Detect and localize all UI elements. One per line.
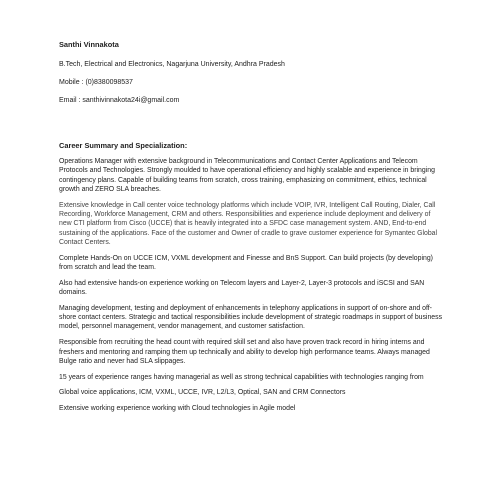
candidate-name: Santhi Vinnakota [59, 40, 119, 49]
education-line: B.Tech, Electrical and Electronics, Nagarjuna University, Andhra Pradesh [59, 61, 285, 68]
summary-paragraph: Managing development, testing and deployment of enhancements in telephony applications in support of on-shore and off-shore contact centers. Strategic and tactical responsibilities include development of strategic roadmaps in support of business model, personnel management, vendor management, and customer satisfaction. [59, 304, 443, 331]
summary-paragraph: Responsible from recruiting the head count with required skill set and also have proven track record in hiring interns and freshers and mentoring and ramping them up technically and ability to develop high performance teams. Always managed Bulge ratio and never had SLA slippages. [59, 339, 430, 365]
mobile-line: Mobile : (0)8380098537 [59, 79, 133, 86]
summary-paragraph: Operations Manager with extensive background in Telecommunications and Contact Center Applications and Telecom Protocols and Technologies. Strongly moulded to have operational efficiency and highly scalable and experience in bringing contingency plans. Capable of building teams from scratch, cross training, emphasizing on commitment, ethics, technical growth and ZERO SLA breaches. [59, 158, 435, 193]
email-line: Email : santhivinnakota24i@gmail.com [59, 97, 180, 104]
summary-paragraph: Extensive working experience working with Cloud technologies in Agile model [59, 405, 296, 413]
summary-paragraph: Extensive knowledge in Call center voice technology platforms which include VOIP, IVR, Intelligent Call Routing, Dialer, Call Recording, Workforce Management, CRM and others. Responsibilities and experience include deployment and delivery of new CTI platform from Cisco (UCCE) that is heavily integrated into a SFDC case management system. AND, End-to-end sustaining of the applications. Face of the customer and Owner of cradle to grave customer experience for Symantec Global Contact Centers. [59, 201, 438, 246]
section-title-career-summary: Career Summary and Specialization: [59, 141, 188, 150]
summary-paragraph: Complete Hands-On on UCCE ICM, VXML development and Finesse and BnS Support. Can build projects (by developing) from scratch and lead the team. [59, 254, 433, 271]
resume-content [59, 40, 444, 420]
summary-paragraph: Global voice applications, ICM, VXML, UCCE, IVR, L2/L3, Optical, SAN and CRM Connectors [59, 389, 346, 397]
summary-paragraph: 15 years of experience ranges having managerial as well as strong technical capabilities with technologies ranging from [59, 373, 424, 381]
summary-paragraph: Also had extensive hands-on experience working on Telecom layers and Layer-2, Layer-3 protocols and iSCSI and SAN domains. [59, 279, 425, 297]
